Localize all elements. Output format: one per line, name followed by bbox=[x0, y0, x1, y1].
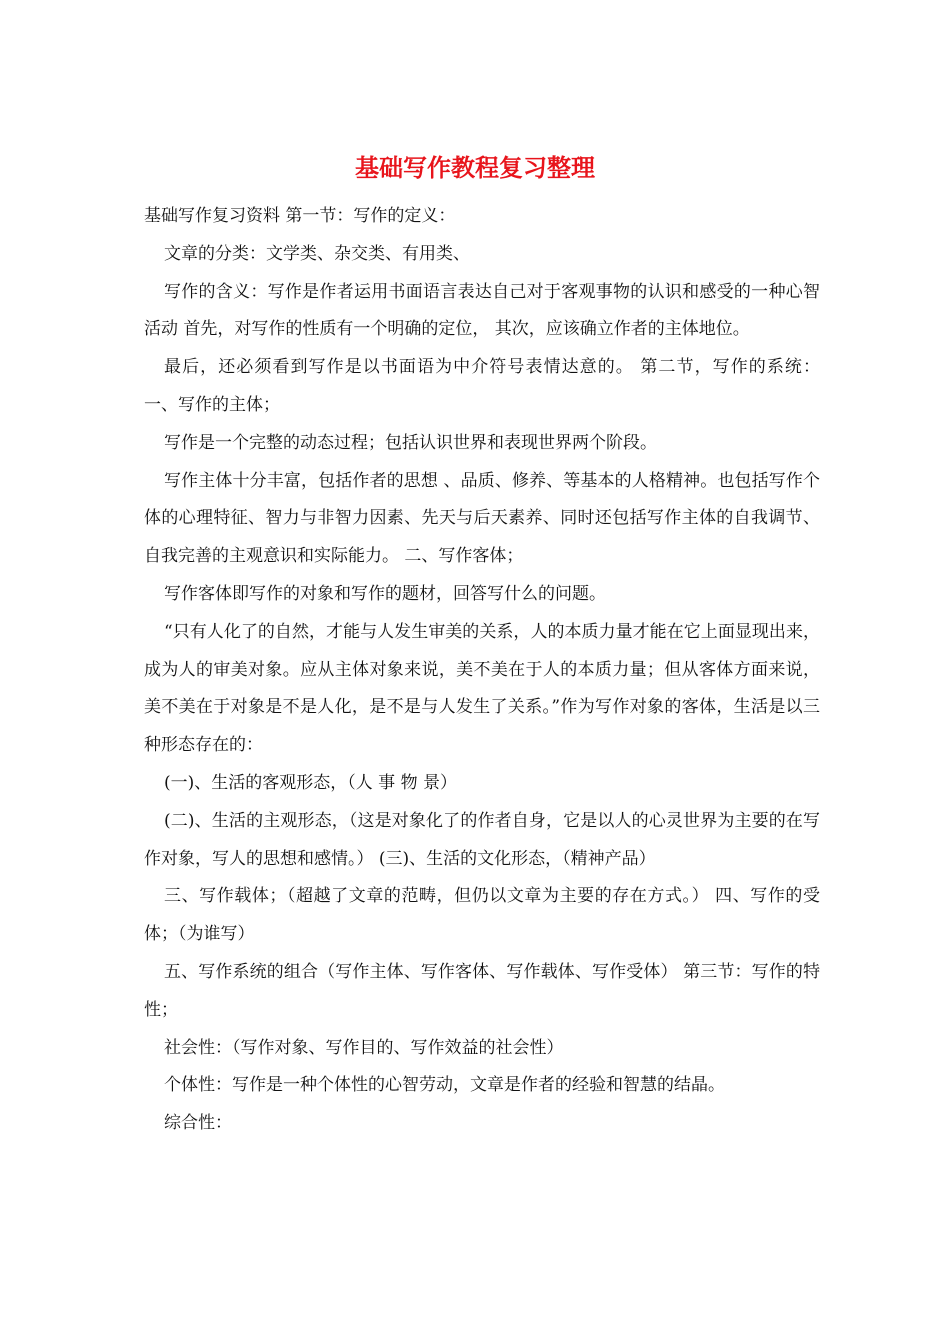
document-title: 基础写作教程复习整理 bbox=[355, 153, 595, 182]
document-body bbox=[144, 198, 820, 1143]
paragraph: (二)、生活的主观形态，（这是对象化了的作者自身，它是以人的心灵世界为主要的在写作对象，写人的思想和感情。） (三)、生活的文化形态，（精神产品） bbox=[144, 810, 820, 869]
paragraph: 三、写作载体；（超越了文章的范畴，但仍以文章为主要的存在方式。） 四、写作的受体；（为谁写） bbox=[144, 886, 820, 945]
paragraph: 最后，还必须看到写作是以书面语为中介符号表情达意的。 第二节，写作的系统： 一、写作的主体； bbox=[144, 357, 820, 415]
paragraph: 五、写作系统的组合（写作主体、写作客体、写作载体、写作受体） 第三节：写作的特性； bbox=[144, 961, 820, 1020]
paragraph: 个体性：写作是一种个体性的心智劳动，文章是作者的经验和智慧的结晶。 bbox=[164, 1075, 725, 1096]
paragraph: 综合性： bbox=[164, 1113, 232, 1134]
paragraph: 写作是一个完整的动态过程；包括认识世界和表现世界两个阶段。 bbox=[164, 432, 657, 453]
paragraph: “只有人化了的自然，才能与人发生审美的关系，人的本质力量才能在它上面显现出来，成为人的审美对象。应从主体对象来说，美不美在于人的本质力量；但从客体方面来说，美不美在于对象是不是人化，是不是与人发生了关系。”作为写作对象的客体，生活是以三种形态存在的： bbox=[144, 621, 820, 756]
paragraph: 基础写作复习资料 第一节：写作的定义： bbox=[144, 206, 456, 226]
paragraph: 文章的分类：文学类、杂交类、有用类、 bbox=[164, 243, 470, 264]
paragraph: 写作的含义：写作是作者运用书面语言表达自己对于客观事物的认识和感受的一种心智活动 首先，对写作的性质有一个明确的定位， 其次，应该确立作者的主体地位。 bbox=[144, 281, 820, 340]
paragraph: 写作主体十分丰富，包括作者的思想 、品质、修养、等基本的人格精神。也包括写作个体的心理特征、智力与非智力因素、先天与后天素养、同时还包括写作主体的自我调节、自我完善的主观意识和实际能力。 二、写作客体； bbox=[144, 470, 820, 567]
paragraph: 写作客体即写作的对象和写作的题材，回答写什么的问题。 bbox=[164, 583, 606, 604]
paragraph: (一)、生活的客观形态，（人 事 物 景） bbox=[164, 772, 457, 793]
paragraph: 社会性：（写作对象、写作目的、写作效益的社会性） bbox=[164, 1037, 564, 1058]
